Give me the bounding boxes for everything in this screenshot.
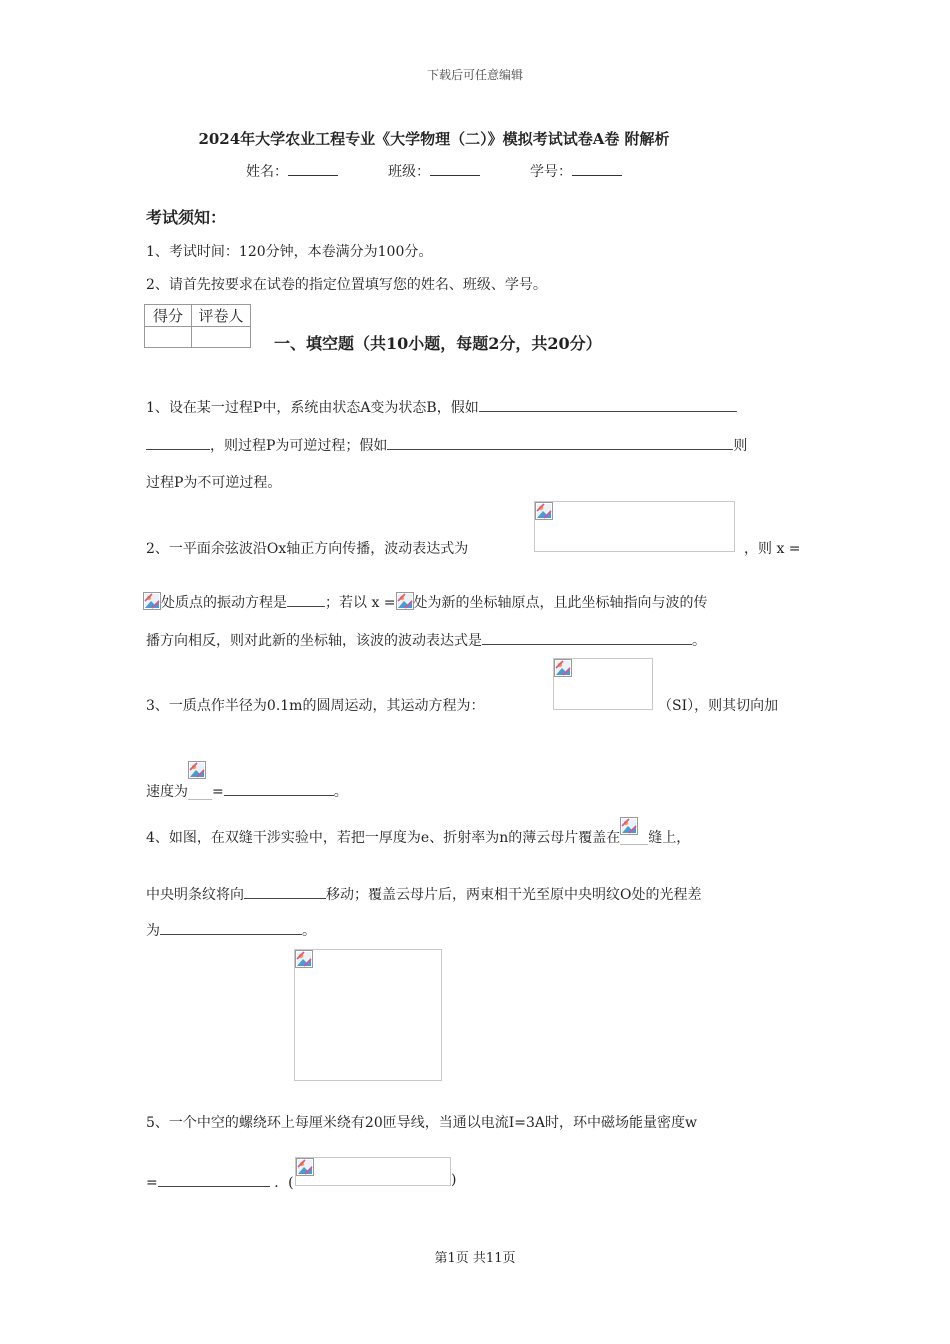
answer-blank bbox=[244, 884, 326, 899]
question-2-line-2 bbox=[143, 592, 708, 612]
question-1-text: 则 bbox=[733, 438, 748, 454]
question-4-text: 。 bbox=[302, 923, 316, 939]
student-id-field bbox=[530, 161, 622, 181]
answer-blank bbox=[287, 592, 325, 607]
page-header: 下载后可任意编辑 bbox=[426, 68, 523, 82]
question-1-line-3: 过程P为不可逆过程。 bbox=[146, 475, 282, 491]
double-slit-figure bbox=[294, 949, 442, 1081]
score-table bbox=[144, 304, 251, 348]
answer-blank bbox=[158, 1172, 270, 1187]
broken-image-icon bbox=[620, 826, 648, 845]
question-5-line-1: 5、一个中空的螺绕环上每厘米绕有20匝导线，当通以电流I=3A时，环中磁场能量密度w bbox=[146, 1115, 697, 1131]
question-2-line-3 bbox=[146, 630, 706, 650]
question-2-text: ；若以 x = bbox=[325, 595, 396, 611]
question-5-text: = bbox=[146, 1175, 158, 1191]
class-blank bbox=[430, 163, 480, 176]
question-3-text: 。 bbox=[333, 784, 348, 800]
answer-blank bbox=[160, 920, 302, 935]
question-2-text: 播方向相反，则对此新的坐标轴，该波的波动表达式是 bbox=[146, 633, 482, 649]
question-2-line-1: 2、一平面余弦波沿Ox轴正方向传播，波动表达式为 bbox=[146, 541, 469, 557]
question-5-text: ．( bbox=[274, 1175, 294, 1191]
score-cell bbox=[145, 327, 192, 348]
question-3-text: 速度为 bbox=[146, 784, 188, 800]
broken-image-icon bbox=[296, 1158, 314, 1176]
answer-blank bbox=[224, 781, 334, 796]
question-3-text: （SI），则其切向加 bbox=[658, 698, 779, 714]
question-4-text: 为 bbox=[146, 923, 160, 939]
notice-heading: 考试须知： bbox=[146, 208, 227, 227]
name-blank bbox=[288, 163, 338, 176]
wave-equation-image bbox=[534, 501, 735, 552]
question-4-text: 4、如图，在双缝干涉实验中，若把一厚度为e、折射率为n的薄云母片覆盖在 bbox=[146, 830, 621, 846]
answer-blank bbox=[479, 397, 737, 412]
grader-header: 评卷人 bbox=[192, 305, 251, 327]
question-3-line-1: 3、一质点作半径为0.1m的圆周运动，其运动方程为： bbox=[146, 698, 485, 714]
answer-blank bbox=[387, 435, 733, 450]
notice-item: 2、请首先按要求在试卷的指定位置填写您的姓名、班级、学号。 bbox=[146, 277, 547, 293]
question-2-text: ，则 x = bbox=[744, 541, 801, 557]
question-2-text: 处为新的坐标轴原点，且此坐标轴指向与波的传 bbox=[413, 595, 708, 611]
broken-image-icon bbox=[535, 502, 553, 520]
question-1-text: 1、设在某一过程P中，系统由状态A变为状态B，假如 bbox=[146, 400, 479, 416]
question-5-text: ) bbox=[451, 1172, 457, 1188]
question-3-text: = bbox=[212, 784, 224, 800]
question-4-line-3 bbox=[146, 920, 316, 940]
name-field bbox=[246, 161, 338, 181]
question-3-line-2 bbox=[146, 773, 348, 801]
question-1-text: ，则过程P为可逆过程；假如 bbox=[210, 438, 388, 454]
answer-blank bbox=[146, 435, 210, 450]
name-label: 姓名： bbox=[246, 164, 288, 180]
broken-image-icon bbox=[396, 592, 414, 610]
question-1-line-2 bbox=[146, 435, 747, 455]
broken-image-icon bbox=[143, 592, 161, 610]
page-footer: 第1页 共11页 bbox=[434, 1251, 516, 1266]
question-4-text: 移动；覆盖云母片后，两束相干光至原中央明纹O处的光程差 bbox=[326, 887, 702, 903]
broken-image-icon bbox=[295, 950, 313, 968]
broken-image-icon bbox=[188, 773, 212, 800]
question-1-line-1 bbox=[146, 397, 737, 417]
section-title: 一、填空题（共10小题，每题2分，共20分） bbox=[274, 334, 602, 353]
motion-equation-image bbox=[553, 658, 653, 710]
constant-image bbox=[295, 1157, 451, 1186]
broken-image-icon bbox=[554, 659, 572, 677]
question-2-text: 处质点的振动方程是 bbox=[161, 595, 287, 611]
score-header: 得分 bbox=[145, 305, 192, 327]
document-title: 2024年大学农业工程专业《大学物理（二）》模拟考试试卷A卷 附解析 bbox=[198, 130, 670, 148]
question-4-text: 缝上， bbox=[648, 830, 691, 846]
class-label: 班级： bbox=[388, 164, 430, 180]
class-field bbox=[388, 161, 480, 181]
student-id-label: 学号： bbox=[530, 164, 572, 180]
notice-item: 1、考试时间：120分钟，本卷满分为100分。 bbox=[146, 244, 433, 260]
question-5-line-2 bbox=[146, 1172, 294, 1192]
question-4-line-2 bbox=[146, 884, 701, 904]
answer-blank bbox=[482, 630, 692, 645]
student-id-blank bbox=[572, 163, 622, 176]
question-4-line-1 bbox=[146, 826, 690, 847]
grader-cell bbox=[192, 327, 251, 348]
question-2-text: 。 bbox=[692, 633, 706, 649]
question-4-text: 中央明条纹将向 bbox=[146, 887, 244, 903]
